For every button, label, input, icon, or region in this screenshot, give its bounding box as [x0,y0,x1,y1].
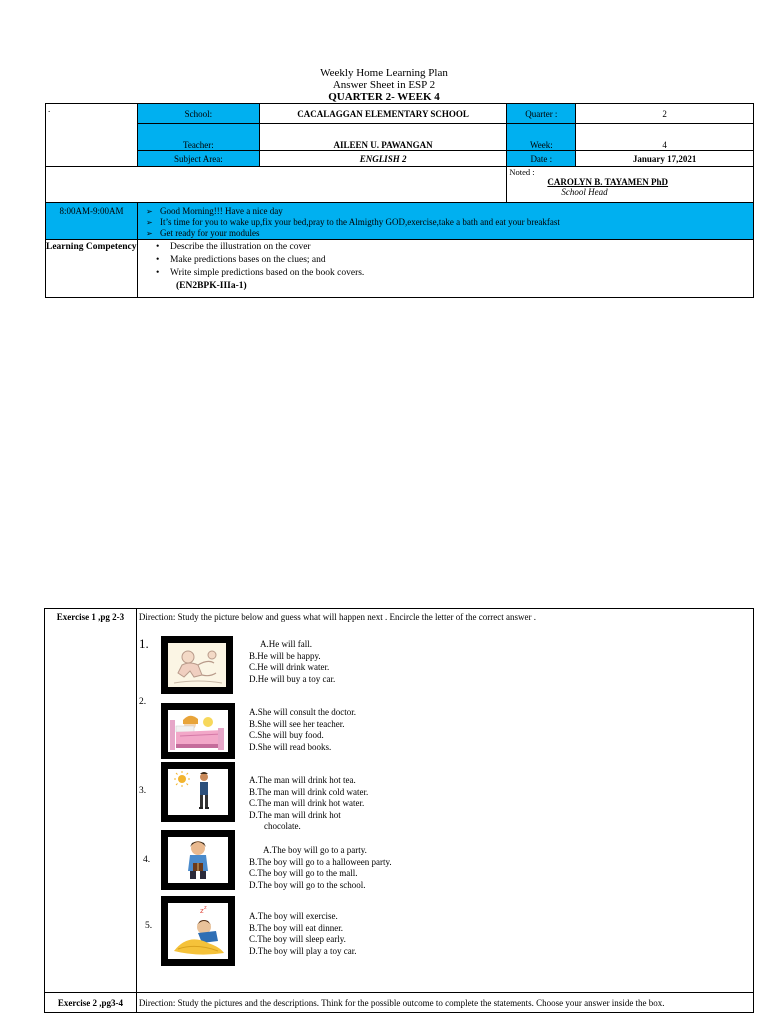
exercise1-label: Exercise 1 ,pg 2-3 [45,609,137,993]
school-label: School: [137,104,259,124]
competency-item: • Describe the illustration on the cover [170,241,749,254]
teacher-value: AILEEN U. PAWANGAN [259,124,507,151]
question-1-number: 1. [139,636,149,651]
competency-code: (EN2BPK-IIIa-1) [175,281,247,291]
blank-cell [46,167,507,203]
schedule-list [142,206,749,239]
question-5-picture [161,896,235,966]
svg-text:z: z [200,907,204,915]
choice: B.The boy will go to a halloween party. [249,856,392,867]
noted-cell [507,167,754,203]
choice: B.She will see her teacher. [249,718,345,729]
competency-cell [137,240,753,298]
schedule-item: ➢ Get ready for your modules [160,228,749,239]
date-label: Date : [507,151,576,167]
exercise-table [44,608,754,1013]
competency-list [142,241,749,280]
schedule-item: ➢ Good Morning!!! Have a nice day [160,206,749,217]
question-1-choices [249,639,335,685]
choice: chocolate. [264,821,301,831]
choice: C.The man will drink hot water. [249,798,365,808]
schedule-item: ➢ It’s time for you to wake up,fix your bed,pray to the Almigthy GOD,exercise,take a bath and eat your breakfast [160,217,749,228]
question-1-picture [161,636,233,694]
choice: C.She will buy food. [249,730,324,740]
choice: D.The boy will play a toy car. [249,945,357,956]
choice: A.The boy will exercise. [249,911,338,921]
choice: D.She will read books. [249,741,332,752]
sleeping-boy-icon [168,903,228,959]
exercise2-label: Exercise 2 ,pg3-4 [45,993,137,1013]
quarter-label: Quarter : [507,104,576,124]
choice: D.He will buy a toy car. [249,673,336,684]
subject-value: ENGLISH 2 [259,151,507,167]
question-2-number: 2. [139,697,147,707]
choice: B.The man will drink cold water. [249,786,369,797]
choice: A.The man will drink hot tea. [249,775,356,785]
svg-text:z: z [204,905,207,911]
choice: D.The man will drink hot [249,809,341,820]
noted-label: Noted : [509,167,535,177]
choice: C.He will drink water. [249,662,330,672]
exercise1-direction: Direction: Study the picture below and guess what will happen next . Encircle the letter of the correct answer . [136,609,753,993]
choice: D.The boy will go to the school. [249,879,366,890]
week-value: 4 [576,124,754,151]
school-value: CACALAGGAN ELEMENTARY SCHOOL [259,104,507,124]
schedule-cell [137,203,753,240]
question-2-picture [161,703,235,759]
competency-item: • Make predictions bases on the clues; and [170,254,749,267]
choice: A.She will consult the doctor. [249,707,356,717]
school-head-title: School Head [561,187,608,197]
choice: A.The boy will go to a party. [263,845,367,855]
date-value: January 17,2021 [576,151,754,167]
question-5-choices [249,911,356,957]
choice: B.He will be happy. [249,650,321,661]
man-in-sun-icon [168,769,228,815]
question-3-choices [249,775,368,833]
corner-mark: . [46,104,138,167]
question-3-number: 3. [139,786,147,796]
boy-playing-icon [168,643,226,687]
plan-title: Weekly Home Learning Plan [320,67,448,79]
quarter-week-title: QUARTER 2- WEEK 4 [328,91,440,103]
choice: C.The boy will go to the mall. [249,868,358,878]
competency-item: • Write simple predictions based on the book covers. [170,267,749,280]
choice: B.The boy will eat dinner. [249,922,343,933]
teacher-label: Teacher: [137,124,259,151]
question-2-choices [249,707,356,753]
question-3-picture [161,762,235,822]
quarter-value: 2 [576,104,754,124]
info-table [45,103,754,298]
school-head-name: CAROLYN B. TAYAMEN PhD [547,177,669,187]
question-4-choices [249,845,392,891]
competency-label: Learning Competency [46,240,138,298]
choice: A.He will fall. [260,639,312,649]
question-4-picture [161,830,235,890]
week-label: Week: [507,124,576,151]
question-5-number: 5. [145,921,153,931]
schedule-time: 8:00AM-9:00AM [46,203,138,240]
exercise2-direction: Direction: Study the pictures and the descriptions. Think for the possible outcome to complete the statements. Choose your answer inside the box. [136,993,753,1013]
question-4-number: 4. [143,855,151,865]
girl-in-bed-icon [168,710,228,752]
boy-with-gift-icon [168,837,228,883]
answer-sheet-title: Answer Sheet in ESP 2 [332,79,436,91]
choice: C.The boy will sleep early. [249,934,346,944]
subject-label: Subject Area: [137,151,259,167]
